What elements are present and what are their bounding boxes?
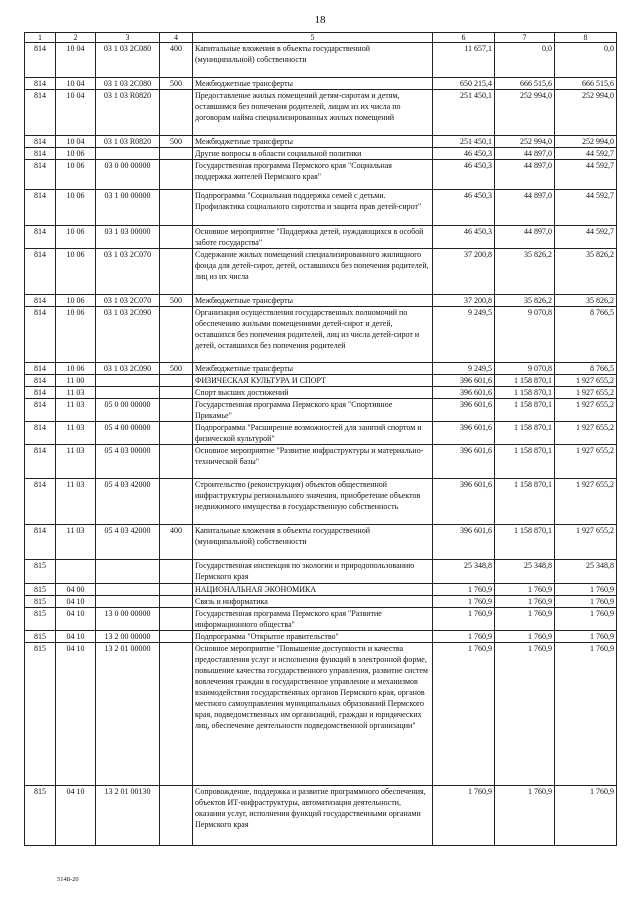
expense-type-cell: 500 [160,363,193,375]
expense-type-cell [160,608,193,631]
admin-code-cell: 814 [25,307,56,363]
admin-code-cell: 814 [25,43,56,78]
amount-year3-cell: 1 927 655,2 [555,375,617,387]
table-row [25,190,617,226]
amount-year2-cell: 1 158 870,1 [495,399,555,422]
section-code-cell: 04 00 [56,584,96,596]
amount-year2-cell: 25 348,8 [495,560,555,584]
table-row [25,226,617,249]
section-code-cell: 11 03 [56,525,96,560]
target-article-cell: 03 1 00 00000 [96,190,160,226]
column-header: 3 [96,33,160,43]
expense-type-cell [160,190,193,226]
table-row [25,78,617,90]
amount-year1-cell: 1 760,9 [433,786,495,846]
expense-type-cell [160,387,193,399]
item-name-cell: Спорт высших достижений [193,387,433,399]
admin-code-cell: 815 [25,631,56,643]
amount-year1-cell: 37 200,8 [433,295,495,307]
section-code-cell: 10 04 [56,136,96,148]
section-code-cell: 11 00 [56,375,96,387]
amount-year2-cell: 1 158 870,1 [495,387,555,399]
amount-year2-cell: 1 158 870,1 [495,445,555,479]
section-code-cell: 04 10 [56,786,96,846]
expense-type-cell [160,596,193,608]
amount-year2-cell: 9 070,8 [495,307,555,363]
item-name-cell: Межбюджетные трансферты [193,136,433,148]
amount-year3-cell: 1 927 655,2 [555,479,617,525]
admin-code-cell: 814 [25,78,56,90]
expense-type-cell [160,249,193,295]
expense-type-cell [160,160,193,190]
amount-year3-cell: 44 592,7 [555,148,617,160]
table-row [25,363,617,375]
amount-year2-cell: 44 897,0 [495,226,555,249]
table-row [25,786,617,846]
amount-year1-cell: 46 450,3 [433,160,495,190]
table-row [25,525,617,560]
admin-code-cell: 814 [25,190,56,226]
amount-year2-cell: 1 158 870,1 [495,375,555,387]
amount-year1-cell: 251 450,1 [433,90,495,136]
table-row [25,375,617,387]
section-code-cell: 10 04 [56,43,96,78]
amount-year3-cell: 1 927 655,2 [555,525,617,560]
expense-type-cell [160,631,193,643]
amount-year1-cell: 46 450,3 [433,148,495,160]
amount-year2-cell: 1 760,9 [495,596,555,608]
admin-code-cell: 815 [25,608,56,631]
column-header: 5 [193,33,433,43]
page-number: 18 [314,14,326,26]
target-article-cell [96,148,160,160]
item-name-cell: Государственная инспекция по экологии и природопользованию Пермского края [193,560,433,584]
item-name-cell: Основное мероприятие "Развитие инфраструктуры и материально-технической базы" [193,445,433,479]
section-code-cell: 04 10 [56,643,96,786]
amount-year3-cell: 1 760,9 [555,786,617,846]
table-body [25,43,617,846]
column-header: 2 [56,33,96,43]
amount-year1-cell: 46 450,3 [433,190,495,226]
column-header: 4 [160,33,193,43]
section-code-cell: 04 10 [56,608,96,631]
expense-type-cell [160,148,193,160]
amount-year3-cell: 252 994,0 [555,136,617,148]
target-article-cell: 03 1 03 2С090 [96,307,160,363]
expense-type-cell [160,584,193,596]
amount-year1-cell: 1 760,9 [433,584,495,596]
expense-type-cell [160,399,193,422]
table-row [25,387,617,399]
target-article-cell [96,375,160,387]
amount-year2-cell: 44 897,0 [495,160,555,190]
target-article-cell: 03 0 00 00000 [96,160,160,190]
amount-year2-cell: 252 994,0 [495,136,555,148]
expense-type-cell [160,786,193,846]
admin-code-cell: 814 [25,160,56,190]
target-article-cell: 03 1 03 R0820 [96,136,160,148]
target-article-cell: 13 2 01 00000 [96,643,160,786]
amount-year3-cell: 1 927 655,2 [555,445,617,479]
amount-year2-cell: 252 994,0 [495,90,555,136]
item-name-cell: Подпрограмма "Открытое правительство" [193,631,433,643]
amount-year1-cell: 1 760,9 [433,631,495,643]
target-article-cell: 03 1 03 2С070 [96,249,160,295]
admin-code-cell: 815 [25,786,56,846]
item-name-cell: Предоставление жилых помещений детям-сиротам и детям, оставшимся без попечения родителей, лицам из их числа по договорам найма специализированных жилых помещений [193,90,433,136]
amount-year1-cell: 650 215,4 [433,78,495,90]
table-row [25,90,617,136]
item-name-cell: Подпрограмма "Социальная поддержка семей с детьми. Профилактика социального сиротства и защита прав детей-сирот" [193,190,433,226]
section-code-cell: 11 03 [56,479,96,525]
footer-code: 5148-20 [57,876,79,883]
amount-year1-cell: 396 601,6 [433,479,495,525]
section-code-cell: 11 03 [56,422,96,445]
target-article-cell: 03 1 03 00000 [96,226,160,249]
section-code-cell: 11 03 [56,387,96,399]
table-row [25,631,617,643]
item-name-cell: Капитальные вложения в объекты государственной (муниципальной) собственности [193,525,433,560]
admin-code-cell: 814 [25,136,56,148]
expense-type-cell: 500 [160,295,193,307]
section-code-cell: 11 03 [56,445,96,479]
section-code-cell: 10 06 [56,249,96,295]
expense-type-cell [160,375,193,387]
item-name-cell: Государственная программа Пермского края "Социальная поддержка жителей Пермского края" [193,160,433,190]
amount-year3-cell: 44 592,7 [555,226,617,249]
item-name-cell: Государственная программа Пермского края "Спортивное Прикамье" [193,399,433,422]
column-header: 6 [433,33,495,43]
amount-year2-cell: 44 897,0 [495,190,555,226]
item-name-cell: Другие вопросы в области социальной политики [193,148,433,160]
amount-year3-cell: 44 592,7 [555,160,617,190]
amount-year2-cell: 1 158 870,1 [495,525,555,560]
target-article-cell: 03 1 03 R0820 [96,90,160,136]
item-name-cell: Основное мероприятие "Повышение доступности и качества предоставления услуг и исполнения функций в электронной форме, повышение качества государственного управления, развитие систем вовлечения граждан в государственное управление и механизмов взаимодействия государственных органов Пермского края, органов местного самоуправления муниципальных образований Пермского края, подведомственных им организаций, граждан и юридических лиц, обеспечение деятельности подведомственной организации" [193,643,433,786]
admin-code-cell: 814 [25,148,56,160]
section-code-cell: 10 06 [56,160,96,190]
amount-year1-cell: 396 601,6 [433,375,495,387]
amount-year3-cell: 1 760,9 [555,584,617,596]
target-article-cell: 03 1 03 2С070 [96,295,160,307]
expense-type-cell [160,90,193,136]
header-row [25,33,617,43]
table-row [25,596,617,608]
amount-year3-cell: 666 515,6 [555,78,617,90]
table-row [25,479,617,525]
admin-code-cell: 814 [25,445,56,479]
amount-year1-cell: 396 601,6 [433,445,495,479]
item-name-cell: Сопровождение, поддержка и развитие программного обеспечения, объектов ИТ-инфраструктуры, автоматизация деятельности, оказания услуг, исполнения функций государственными органами Пермского края [193,786,433,846]
table-row [25,148,617,160]
amount-year2-cell: 1 760,9 [495,608,555,631]
amount-year2-cell: 35 826,2 [495,295,555,307]
section-code-cell: 10 04 [56,78,96,90]
admin-code-cell: 815 [25,643,56,786]
section-code-cell: 10 06 [56,148,96,160]
target-article-cell [96,596,160,608]
section-code-cell: 10 06 [56,295,96,307]
target-article-cell: 03 1 03 2С090 [96,363,160,375]
table-row [25,445,617,479]
admin-code-cell: 814 [25,399,56,422]
section-code-cell: 04 10 [56,596,96,608]
table-row [25,399,617,422]
target-article-cell: 13 0 00 00000 [96,608,160,631]
expense-type-cell [160,560,193,584]
amount-year3-cell: 1 760,9 [555,596,617,608]
section-code-cell: 10 06 [56,190,96,226]
admin-code-cell: 814 [25,422,56,445]
table-row [25,295,617,307]
expense-type-cell [160,643,193,786]
amount-year2-cell: 1 760,9 [495,786,555,846]
column-header: 8 [555,33,617,43]
item-name-cell: Организация осуществления государственных полномочий по обеспечению жилыми помещениями детей-сирот и детей, оставшихся без попечения родителей, лиц из числа детей-сирот и детей, оставшихся без попечения родителей [193,307,433,363]
admin-code-cell: 814 [25,226,56,249]
amount-year3-cell: 1 927 655,2 [555,399,617,422]
section-code-cell: 10 06 [56,226,96,249]
target-article-cell: 05 4 00 00000 [96,422,160,445]
target-article-cell: 05 4 03 42000 [96,525,160,560]
admin-code-cell: 814 [25,525,56,560]
expense-type-cell [160,307,193,363]
item-name-cell: Связь и информатика [193,596,433,608]
item-name-cell: НАЦИОНАЛЬНАЯ ЭКОНОМИКА [193,584,433,596]
admin-code-cell: 815 [25,560,56,584]
column-header: 1 [25,33,56,43]
amount-year2-cell: 9 070,8 [495,363,555,375]
amount-year1-cell: 9 249,5 [433,307,495,363]
amount-year1-cell: 1 760,9 [433,596,495,608]
table-row [25,249,617,295]
table-row [25,422,617,445]
amount-year1-cell: 396 601,6 [433,525,495,560]
amount-year1-cell: 46 450,3 [433,226,495,249]
amount-year3-cell: 25 348,8 [555,560,617,584]
amount-year2-cell: 1 760,9 [495,643,555,786]
amount-year1-cell: 11 657,1 [433,43,495,78]
amount-year1-cell: 396 601,6 [433,399,495,422]
expense-type-cell [160,445,193,479]
amount-year2-cell: 35 826,2 [495,249,555,295]
amount-year2-cell: 44 897,0 [495,148,555,160]
target-article-cell [96,560,160,584]
section-code-cell: 11 03 [56,399,96,422]
amount-year2-cell: 1 760,9 [495,584,555,596]
amount-year3-cell: 1 760,9 [555,608,617,631]
item-name-cell: Содержание жилых помещений специализированного жилищного фонда для детей-сирот, детей, оставшихся без попечения родителей, лиц из их числа [193,249,433,295]
admin-code-cell: 814 [25,363,56,375]
item-name-cell: Капитальные вложения в объекты государственной (муниципальной) собственности [193,43,433,78]
item-name-cell: Основное мероприятие "Поддержка детей, нуждающихся в особой заботе государства" [193,226,433,249]
target-article-cell [96,584,160,596]
budget-table [24,32,617,846]
admin-code-cell: 814 [25,90,56,136]
amount-year3-cell: 1 760,9 [555,631,617,643]
table-row [25,560,617,584]
amount-year2-cell: 1 158 870,1 [495,422,555,445]
target-article-cell: 03 1 03 2С080 [96,43,160,78]
expense-type-cell: 400 [160,525,193,560]
amount-year3-cell: 0,0 [555,43,617,78]
amount-year3-cell: 252 994,0 [555,90,617,136]
admin-code-cell: 814 [25,295,56,307]
table-row [25,643,617,786]
table-row [25,160,617,190]
expense-type-cell: 500 [160,78,193,90]
admin-code-cell: 814 [25,479,56,525]
item-name-cell: Межбюджетные трансферты [193,78,433,90]
section-code-cell: 04 10 [56,631,96,643]
table-row [25,136,617,148]
section-code-cell [56,560,96,584]
admin-code-cell: 815 [25,596,56,608]
admin-code-cell: 814 [25,249,56,295]
amount-year3-cell: 1 760,9 [555,643,617,786]
expense-type-cell: 500 [160,136,193,148]
target-article-cell: 03 1 03 2С080 [96,78,160,90]
target-article-cell: 13 2 00 00000 [96,631,160,643]
target-article-cell: 05 0 00 00000 [96,399,160,422]
expense-type-cell [160,479,193,525]
amount-year1-cell: 1 760,9 [433,643,495,786]
expense-type-cell [160,226,193,249]
target-article-cell: 13 2 01 00130 [96,786,160,846]
amount-year3-cell: 35 826,2 [555,295,617,307]
item-name-cell: Государственная программа Пермского края "Развитие информационного общества" [193,608,433,631]
amount-year1-cell: 251 450,1 [433,136,495,148]
table-row [25,584,617,596]
amount-year3-cell: 35 826,2 [555,249,617,295]
amount-year1-cell: 9 249,5 [433,363,495,375]
target-article-cell: 05 4 03 42000 [96,479,160,525]
column-header: 7 [495,33,555,43]
amount-year2-cell: 0,0 [495,43,555,78]
item-name-cell: Подпрограмма "Расширение возможностей для занятий спортом и физической культурой" [193,422,433,445]
section-code-cell: 10 06 [56,363,96,375]
target-article-cell: 05 4 03 00000 [96,445,160,479]
admin-code-cell: 814 [25,375,56,387]
expense-type-cell [160,422,193,445]
amount-year3-cell: 8 766,5 [555,363,617,375]
amount-year1-cell: 1 760,9 [433,608,495,631]
table-row [25,307,617,363]
amount-year3-cell: 8 766,5 [555,307,617,363]
amount-year3-cell: 1 927 655,2 [555,387,617,399]
table-row [25,608,617,631]
amount-year2-cell: 666 515,6 [495,78,555,90]
section-code-cell: 10 06 [56,307,96,363]
admin-code-cell: 814 [25,387,56,399]
item-name-cell: Межбюджетные трансферты [193,363,433,375]
amount-year2-cell: 1 158 870,1 [495,479,555,525]
amount-year1-cell: 37 200,8 [433,249,495,295]
amount-year1-cell: 396 601,6 [433,387,495,399]
section-code-cell: 10 04 [56,90,96,136]
amount-year2-cell: 1 760,9 [495,631,555,643]
amount-year3-cell: 44 592,7 [555,190,617,226]
amount-year1-cell: 25 348,8 [433,560,495,584]
target-article-cell [96,387,160,399]
item-name-cell: Межбюджетные трансферты [193,295,433,307]
admin-code-cell: 815 [25,584,56,596]
item-name-cell: ФИЗИЧЕСКАЯ КУЛЬТУРА И СПОРТ [193,375,433,387]
item-name-cell: Строительство (реконструкция) объектов общественной инфраструктуры регионального значения, приобретение объектов недвижимого имущества в государственную собственность [193,479,433,525]
table-row [25,43,617,78]
expense-type-cell: 400 [160,43,193,78]
amount-year3-cell: 1 927 655,2 [555,422,617,445]
amount-year1-cell: 396 601,6 [433,422,495,445]
